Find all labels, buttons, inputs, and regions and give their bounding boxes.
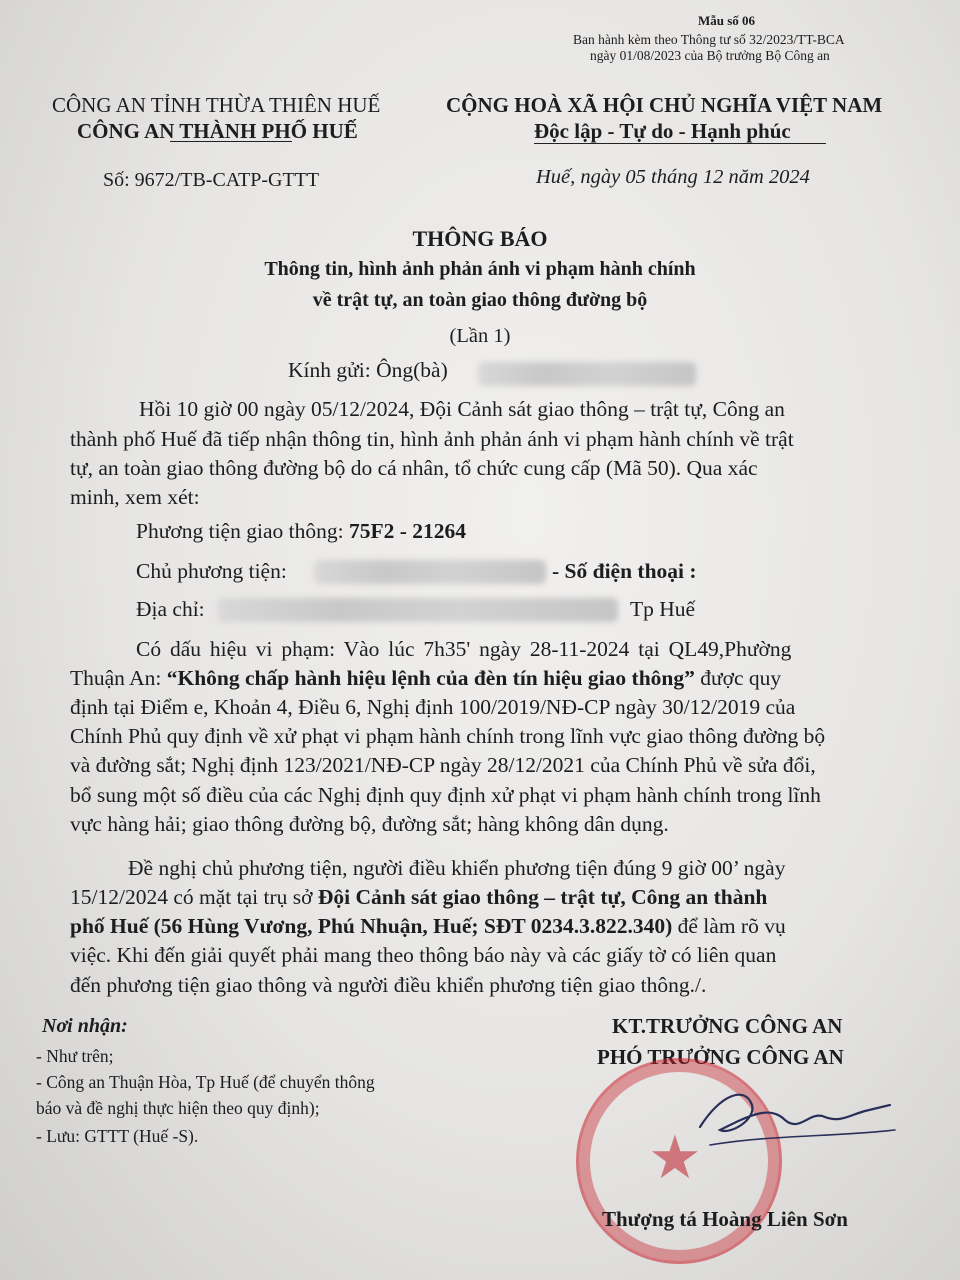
intro-line1: Hồi 10 giờ 00 ngày 05/12/2024, Đội Cảnh sát giao thông – trật tự, Công an: [139, 397, 785, 421]
signature-title2: PHÓ TRƯỞNG CÔNG AN: [597, 1045, 844, 1069]
subtitle-line2: về trật tự, an toàn giao thông đường bộ: [312, 289, 648, 311]
violation-line6: bổ sung một số điều của các Nghị định quy định xử phạt vi phạm hành chính trong lĩnh: [70, 783, 821, 807]
recipients-item1: - Như trên;: [36, 1046, 114, 1066]
vehicle-row: [136, 516, 466, 546]
round-number: (Lần 1): [449, 325, 511, 347]
national-motto: Độc lập - Tự do - Hạnh phúc: [534, 119, 791, 143]
intro-line2: thành phố Huế đã tiếp nhận thông tin, hình ảnh phản ánh vi phạm hành chính về trật: [70, 427, 794, 451]
owner-label: Chủ phương tiện:: [136, 559, 287, 583]
request-line3-tail: để làm rõ vụ: [672, 914, 786, 938]
recipients-item3: - Lưu: GTTT (Huế -S).: [36, 1126, 199, 1146]
agency-underline: [170, 141, 292, 142]
signer-name: Thượng tá Hoàng Liên Sơn: [602, 1207, 848, 1231]
place-date: Huế, ngày 05 tháng 12 năm 2024: [536, 166, 810, 188]
violation-line1: Có dấu hiệu vi phạm: Vào lúc 7h35' ngày 28-11-2024 tại QL49,Phường: [136, 637, 792, 661]
intro-line4: minh, xem xét:: [70, 485, 200, 509]
form-note-line2: ngày 01/08/2023 của Bộ trưởng Bộ Công an: [590, 48, 830, 63]
agency-parent: CÔNG AN TỈNH THỪA THIÊN HUẾ: [52, 93, 381, 117]
form-note-line1: Ban hành kèm theo Thông tư số 32/2023/TT-BCA: [573, 32, 845, 47]
request-line5: đến phương tiện giao thông và người điều khiển phương tiện giao thông./.: [70, 973, 707, 997]
seal-star-icon: ★: [648, 1125, 702, 1191]
violation-line2: [70, 663, 781, 693]
agency-name: CÔNG AN THÀNH PHỐ HUẾ: [77, 119, 358, 143]
violation-line4: Chính Phủ quy định về xử phạt vi phạm hành chính trong lĩnh vực giao thông đường bộ: [70, 724, 826, 748]
redacted-address: [218, 598, 618, 622]
motto-underline: [534, 143, 826, 144]
recipients-title: Nơi nhận:: [42, 1015, 128, 1037]
violation-line7: vực hàng hải; giao thông đường bộ, đường sắt; hàng không dân dụng.: [70, 812, 669, 836]
redacted-recipient-name: [478, 362, 696, 386]
recipient-label: Kính gửi: Ông(bà): [288, 358, 448, 382]
violation-location: Thuận An:: [70, 666, 167, 690]
document-number: Số: 9672/TB-CATP-GTTT: [103, 169, 320, 191]
request-line1: Đề nghị chủ phương tiện, người điều khiển phương tiện đúng 9 giờ 00’ ngày: [128, 856, 786, 880]
document-title: THÔNG BÁO: [412, 226, 548, 251]
violation-line3: định tại Điểm e, Khoản 4, Điều 6, Nghị định 100/2019/NĐ-CP ngày 30/12/2019 của: [70, 695, 796, 719]
vehicle-label: Phương tiện giao thông:: [136, 519, 349, 543]
request-line2-head: 15/12/2024 có mặt tại trụ sở: [70, 885, 318, 909]
phone-label: - Số điện thoại :: [552, 559, 697, 583]
intro-line3: tự, an toàn giao thông đường bộ do cá nhân, tổ chức cung cấp (Mã 50). Qua xác: [70, 456, 758, 480]
signature-title1: KT.TRƯỞNG CÔNG AN: [612, 1014, 843, 1038]
office-name: Đội Cảnh sát giao thông – trật tự, Công an thành: [317, 885, 768, 909]
subtitle-line1: Thông tin, hình ảnh phản ánh vi phạm hành chính: [264, 258, 696, 280]
license-plate: 75F2 - 21264: [348, 519, 466, 543]
form-number: Mẫu số 06: [698, 13, 756, 28]
violation-line2-tail: được quy: [694, 666, 782, 690]
recipients-item2a: - Công an Thuận Hòa, Tp Huế (để chuyển thông: [36, 1072, 375, 1092]
redacted-owner-name: [314, 560, 546, 584]
request-line2: [70, 882, 767, 912]
office-address: phố Huế (56 Hùng Vương, Phú Nhuận, Huế; SĐT 0234.3.822.340): [70, 914, 673, 938]
request-line4: việc. Khi đến giải quyết phải mang theo thông báo này và các giấy tờ có liên quan: [70, 943, 777, 967]
violation-line5: và đường sắt; Nghị định 123/2021/NĐ-CP ngày 28/12/2021 của Chính Phủ về sửa đổi,: [70, 753, 816, 777]
address-label: Địa chỉ:: [136, 597, 205, 621]
address-city: Tp Huế: [630, 597, 696, 621]
handwritten-signature: [690, 1075, 900, 1155]
violation-description: “Không chấp hành hiệu lệnh của đèn tín hiệu giao thông”: [166, 666, 695, 690]
recipients-item2b: báo và đề nghị thực hiện theo quy định);: [36, 1098, 320, 1118]
country-name: CỘNG HOÀ XÃ HỘI CHỦ NGHĨA VIỆT NAM: [446, 93, 883, 117]
request-line3: [70, 911, 786, 941]
